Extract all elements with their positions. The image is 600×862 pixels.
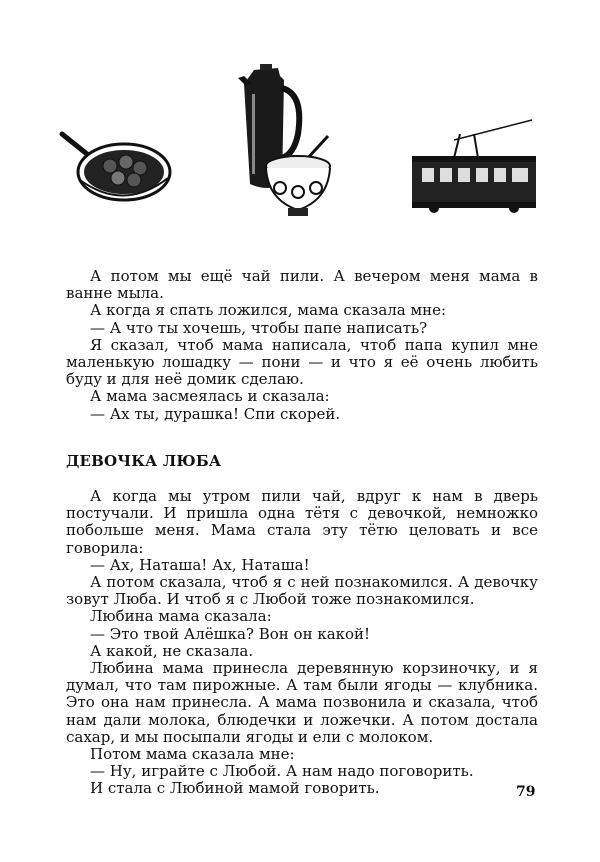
paragraph: А когда я спать ложился, мама сказала мне:	[90, 301, 447, 320]
paragraph: Потом мама сказала мне:	[90, 745, 295, 764]
section-title: ДЕВОЧКА ЛЮБА	[66, 452, 222, 470]
sugar-bowl-icon	[262, 136, 342, 218]
paragraph: — А что ты хочешь, чтобы папе написать?	[90, 318, 428, 337]
paragraph: Любина мама сказала:	[90, 607, 272, 626]
paragraph: А мама засмеялась и сказала:	[90, 387, 330, 406]
frying-pan-icon	[58, 128, 178, 208]
tram-icon	[410, 118, 540, 214]
paragraph: — Ах ты, дурашка! Спи скорей.	[90, 404, 341, 423]
text-block-one	[66, 268, 538, 423]
paragraph: — Ну, играйте с Любой. А нам надо поговорить.	[90, 762, 474, 781]
paragraph: А потом сказала, чтоб я с ней познакомился. А девочку зовут Люба. И чтоб я с Любой тоже познакомился.	[66, 573, 538, 609]
paragraph: Я сказал, чтоб мама написала, чтоб папа купил мне маленькую лошадку — пони — и что я её очень любить буду и для неё домик сделаю.	[66, 335, 538, 389]
page-number: 79	[516, 784, 536, 800]
paragraph: Любина мама принесла деревянную корзиночку, и я думал, что там пирожные. А там были ягоды — клубника. Это она нам принесла. А мама позвонила и сказала, чтоб нам дали молока, блюдечки и ложечки. А потом достала сахар, и мы посыпали ягоды и ели с молоком.	[66, 659, 538, 746]
paragraph: А когда мы утром пили чай, вдруг к нам в дверь постучали. И пришла одна тётя с девочкой, немножко побольше меня. Мама стала эту тётю целовать и все говорила:	[66, 487, 538, 557]
paragraph: — Ах, Наташа! Ах, Наташа!	[90, 555, 310, 574]
illustrations	[0, 0, 600, 240]
paragraph: — Это твой Алёшка? Вон он какой!	[90, 624, 371, 643]
paragraph: И стала с Любиной мамой говорить.	[90, 779, 380, 798]
text-block-two	[66, 488, 538, 798]
paragraph: А потом мы ещё чай пили. А вечером меня мама в ванне мыла.	[66, 267, 538, 303]
paragraph: А какой, не сказала.	[90, 641, 254, 660]
